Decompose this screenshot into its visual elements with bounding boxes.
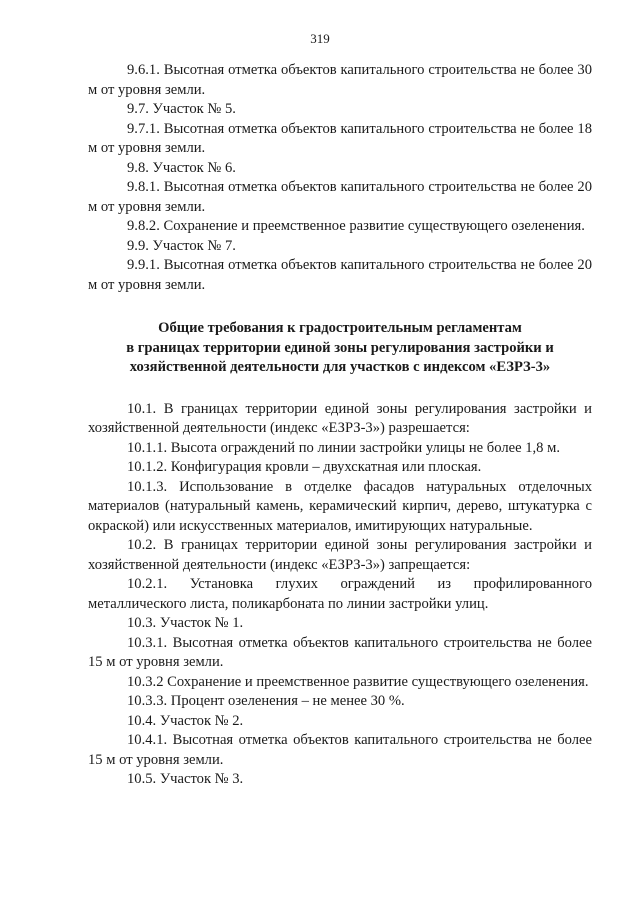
paragraph-9-8-1: 9.8.1. Высотная отметка объектов капитального строительства не более 20 м от уровня земли.: [88, 179, 592, 215]
paragraph-9-9-1: 9.9.1. Высотная отметка объектов капитального строительства не более 20 м от уровня земли.: [88, 257, 592, 293]
paragraph-9-6-1: 9.6.1. Высотная отметка объектов капитального строительства не более 30 м от уровня земли.: [88, 62, 592, 98]
heading-line-3: хозяйственной деятельности для участков с индексом «ЕЗРЗ-3»: [129, 359, 551, 375]
document-body: [88, 61, 592, 790]
paragraph-10-1-1: 10.1.1. Высота ограждений по линии застройки улицы не более 1,8 м.: [127, 439, 560, 456]
spacer: [88, 295, 592, 319]
paragraph-10-4-1: 10.4.1. Высотная отметка объектов капитального строительства не более 15 м от уровня земли.: [88, 732, 592, 768]
paragraph-10-5: 10.5. Участок № 3.: [127, 771, 244, 787]
paragraph-9-7: 9.7. Участок № 5.: [127, 101, 236, 117]
section-heading: [88, 319, 592, 378]
paragraph-10-2-1: 10.2.1. Установка глухих ограждений из профилированного металлического листа, поликарбоната по линии застройки улиц.: [88, 576, 592, 612]
paragraph-9-9: 9.9. Участок № 7.: [127, 237, 236, 254]
paragraph-10-3-2: 10.3.2 Сохранение и преемственное развитие существующего озеленения.: [127, 673, 589, 690]
paragraph-9-8: 9.8. Участок № 6.: [127, 159, 236, 176]
spacer: [88, 378, 592, 400]
paragraph-10-4: 10.4. Участок № 2.: [127, 712, 244, 729]
paragraph-9-7-1: 9.7.1. Высотная отметка объектов капитального строительства не более 18 м от уровня земли.: [88, 120, 592, 156]
paragraph-10-2: 10.2. В границах территории единой зоны регулирования застройки и хозяйственной деятельности (индекс «ЕЗРЗ-3») запрещается:: [88, 537, 592, 573]
paragraph-10-3-1: 10.3.1. Высотная отметка объектов капитального строительства не более 15 м от уровня земли.: [88, 634, 592, 670]
page-number: 319: [310, 31, 330, 46]
paragraph-10-1-3: 10.1.3. Использование в отделке фасадов натуральных отделочных материалов (натуральный камень, керамический кирпич, дерево, штукатурка с окраской) или искусственных материалов, имитирующих натуральные.: [88, 478, 592, 534]
heading-line-2: в границах территории единой зоны регулирования застройки и: [126, 339, 554, 356]
paragraph-10-3-3: 10.3.3. Процент озеленения – не менее 30 %.: [127, 693, 405, 709]
paragraph-10-3: 10.3. Участок № 1.: [127, 615, 244, 631]
paragraph-9-8-2: 9.8.2. Сохранение и преемственное развитие существующего озеленения.: [127, 218, 585, 234]
heading-line-1: Общие требования к градостроительным регламентам: [158, 320, 522, 336]
paragraph-10-1-2: 10.1.2. Конфигурация кровли – двухскатная или плоская.: [127, 459, 482, 475]
paragraph-10-1: 10.1. В границах территории единой зоны регулирования застройки и хозяйственной деятельности (индекс «ЕЗРЗ-3») разрешается:: [88, 400, 592, 436]
